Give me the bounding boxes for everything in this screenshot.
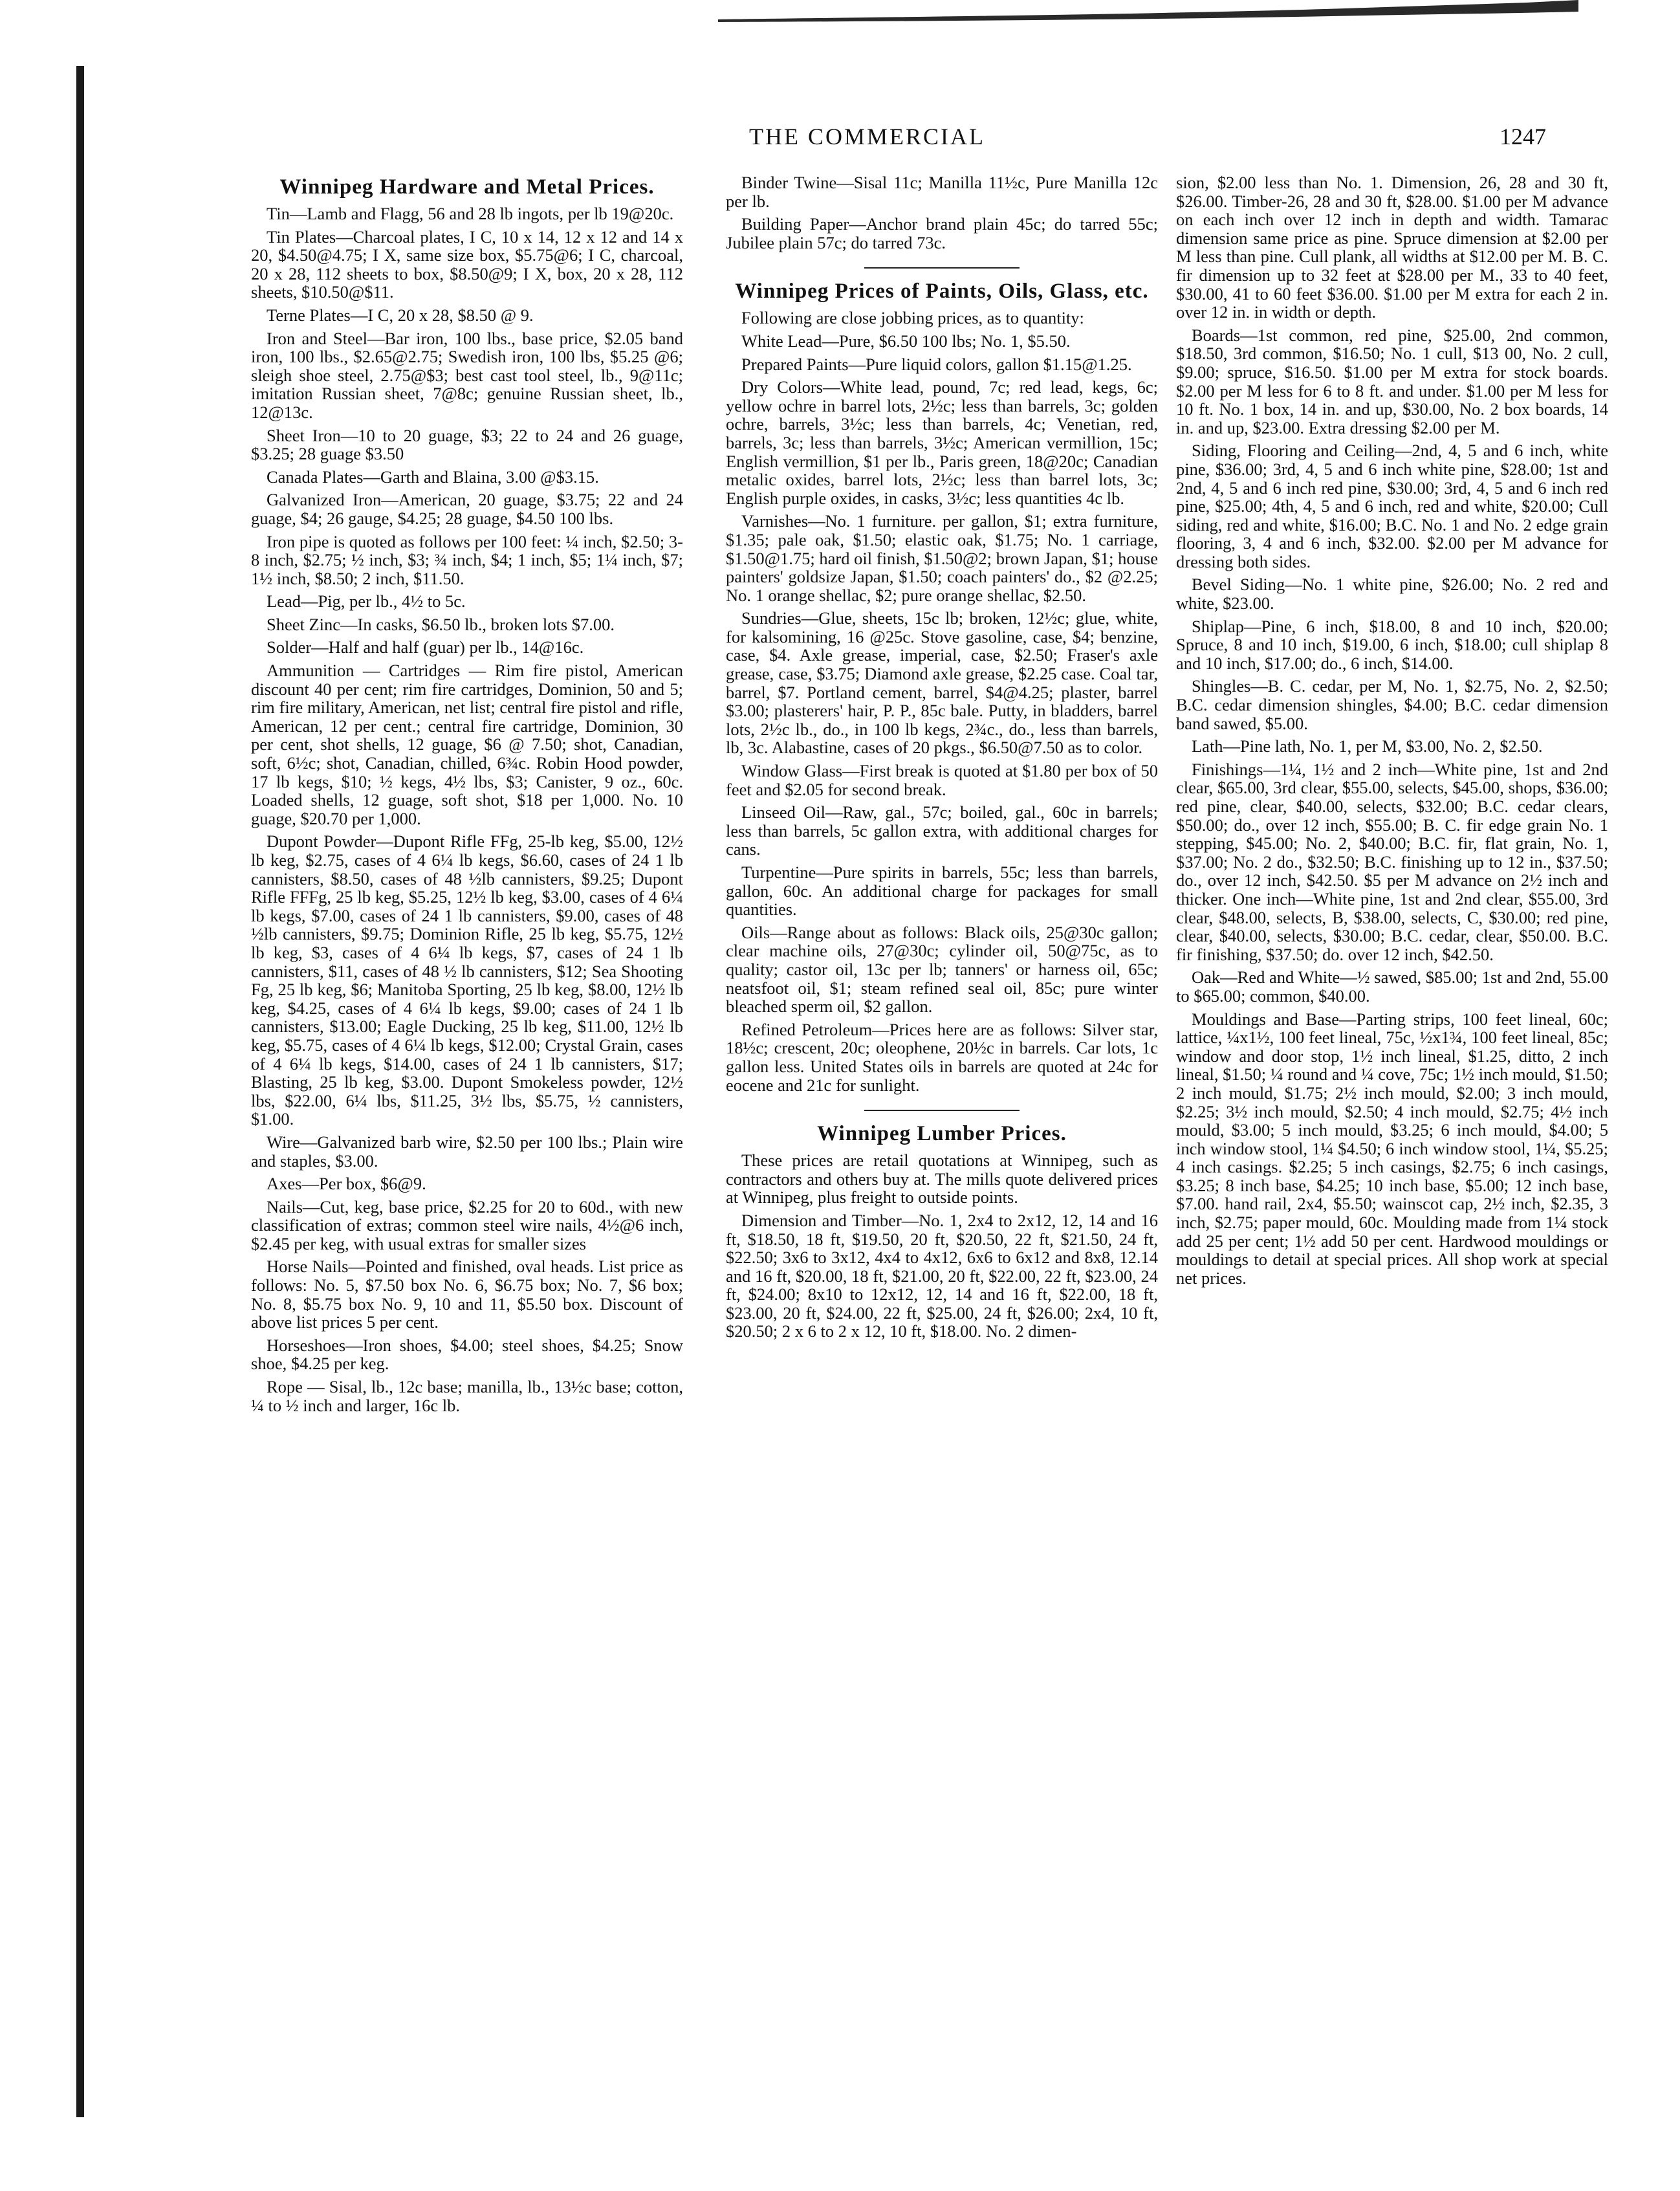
- price-paragraph: Boards—1st common, red pine, $25.00, 2nd common, $18.50, 3rd common, $16.50; No. 1 cull, $13 00, No. 2 cull, $9.00; spruce, $16.50. $1.00 per M extra for stock boards. $2.00 per M less for 6 to 8 ft. and under. $1.00 per M less for 10 ft. No. 1 box, 14 in. and up, $30.00, No. 2 box boards, 14 in. and up, $23.00. Extra dressing $2.00 per M.: [1176, 325, 1608, 437]
- price-paragraph: Terne Plates—I C, 20 x 28, $8.50 @ 9.: [267, 305, 534, 325]
- price-paragraph: Iron and Steel—Bar iron, 100 lbs., base price, $2.05 band iron, 100 lbs., $2.65@2.75; Swedish iron, 100 lbs, $5.25 @6; sleigh shoe steel, 2.75@$3; best cast tool steel, lb., 9@11c; imitation Russian sheet, 7@8c; genuine Russian sheet, lb., 12@13c.: [251, 328, 683, 422]
- price-paragraph: Refined Petroleum—Prices here are as follows: Silver star, 18½c; crescent, 20c; oleophene, 20½c in barrels. Car lots, 1c gallon less. United States oils in barrels are quoted at 24c for eocene and 21c for sunlight.: [726, 1019, 1158, 1095]
- price-paragraph: Sheet Iron—10 to 20 guage, $3; 22 to 24 and 26 guage, $3.25; 28 guage $3.50: [251, 425, 683, 464]
- price-paragraph: Galvanized Iron—American, 20 guage, $3.75; 22 and 24 guage, $4; 26 gauge, $4.25; 28 guage, $4.50 100 lbs.: [251, 490, 683, 528]
- section-heading: Winnipeg Hardware and Metal Prices.: [279, 175, 655, 199]
- price-paragraph: Shingles—B. C. cedar, per M, No. 1, $2.75, No. 2, $2.50; B.C. cedar dimension shingles, $4.00; B.C. cedar dimension band sawed, $5.00.: [1176, 676, 1608, 733]
- price-paragraph: These prices are retail quotations at Winnipeg, such as contractors and others buy at. The mills quote delivered prices at Winnipeg, plus freight to outside points.: [726, 1151, 1158, 1207]
- column-2: [726, 173, 1158, 2153]
- price-paragraph: Wire—Galvanized barb wire, $2.50 per 100 lbs.; Plain wire and staples, $3.00.: [251, 1132, 683, 1171]
- price-paragraph: Bevel Siding—No. 1 white pine, $26.00; No. 2 red and white, $23.00.: [1176, 575, 1608, 613]
- price-paragraph: Horse Nails—Pointed and finished, oval heads. List price as follows: No. 5, $7.50 box No. 6, $6.75 box; No. 7, $6 box; No. 8, $5.75 box No. 9, 10 and 11, $5.50 box. Discount of above list prices 5 per cent.: [251, 1257, 683, 1332]
- running-title: THE COMMERCIAL: [749, 124, 985, 149]
- price-paragraph: Solder—Half and half (guar) per lb., 14@16c.: [267, 637, 584, 657]
- price-paragraph: Rope — Sisal, lb., 12c base; manilla, lb., 13½c base; cotton, ¼ to ½ inch and larger, 16c lb.: [251, 1377, 683, 1415]
- price-paragraph: White Lead—Pure, $6.50 100 lbs; No. 1, $5.50.: [741, 331, 1071, 351]
- price-paragraph: Following are close jobbing prices, as to quantity:: [741, 308, 1084, 328]
- price-paragraph: Binder Twine—Sisal 11c; Manilla 11½c, Pure Manilla 12c per lb.: [726, 173, 1158, 211]
- scan-edge-bar: [76, 66, 84, 2117]
- section-heading: Winnipeg Lumber Prices.: [817, 1122, 1067, 1146]
- price-paragraph: Horseshoes—Iron shoes, $4.00; steel shoes, $4.25; Snow shoe, $4.25 per keg.: [251, 1335, 683, 1374]
- column-1: [251, 173, 683, 2153]
- price-paragraph: Sundries—Glue, sheets, 15c lb; broken, 12½c; glue, white, for kalsomining, 16 @25c. Stove gasoline, case, $4; benzine, case, $4. Axle grease, imperial, case, $2.50; Fraser's axle grease, case, $3.75; Diamond axle grease, $2.25 case. Coal tar, barrel, $7. Portland cement, barrel, $4@4.25; plaster, barrel $3.00; plasterers' hair, P. P., 85c bale. Putty, in bladders, barrel lots, 2½c lb., do., in 100 lb kegs, 2¾c., do., less than barrels, lb, 3c. Alabastine, cases of 20 pkgs., $6.50@7.50 as to color.: [726, 608, 1158, 758]
- column-3: [1176, 173, 1608, 2153]
- price-paragraph: Tin Plates—Charcoal plates, I C, 10 x 14, 12 x 12 and 14 x 20, $4.50@4.75; I X, same size box, $5.75@6; I C, charcoal, 20 x 28, 112 sheets to box, $8.50@9; I X, box, 20 x 28, 112 sheets, $10.50@$11.: [251, 226, 683, 302]
- price-paragraph: Window Glass—First break is quoted at $1.80 per box of 50 feet and $2.05 for second break.: [726, 761, 1158, 799]
- price-paragraph: Iron pipe is quoted as follows per 100 feet: ¼ inch, $2.50; 3-8 inch, $2.75; ½ inch, $3; ¾ inch, $4; 1 inch, $5; 1¼ inch, $7; 1½ inch, $8.50; 2 inch, $11.50.: [251, 531, 683, 588]
- price-paragraph: Finishings—1¼, 1½ and 2 inch—White pine, 1st and 2nd clear, $65.00, 3rd clear, $55.00, selects, $45.00, shops, $36.00; red pine, clear, $40.00, selects, $32.00; B.C. cedar clears, $50.00; do., over 12 inch, $55.00; B. C. fir edge grain No. 1 stepping, $45.00; No. 2, $40.00; B.C. fir, flat grain, No. 1, $37.00; No. 2 do., $32.50; B.C. finishing up to 12 in., $37.50; do., over 12 inch, $42.50. $5 per M advance on 2½ inch and thicker. One inch—White pine, 1st and 2nd clear, $55.00, 3rd clear, $48.00, selects, B, $38.00, selects, C, $30.00; red pine, clear, $40.00, selects, $30.00; B.C. cedar, clear, $50.00. B.C. fir finishing, $37.50; do. over 12 inch, $42.50.: [1176, 759, 1608, 964]
- price-paragraph: Dupont Powder—Dupont Rifle FFg, 25-lb keg, $5.00, 12½ lb keg, $2.75, cases of 4 6¼ lb kegs, $6.60, cases of 24 1 lb cannisters, $8.50, cases of 48 ½lb cannisters, $9.25; Dupont Rifle FFFg, 25 lb keg, $5.25, 12½ lb keg, $3.00, cases of 4 6¼ lb kegs, $7.00, cases of 24 1 lb cannisters, $9.00, cases of 48 ½lb cannisters, $9.75; Dominion Rifle, 25 lb keg, $5.75, 12½ lb keg, $3, cases of 4 6¼ lb kegs, $7, cases of 24 1 lb cannisters, $11, cases of 48 ½ lb cannisters, $12; Sea Shooting Fg, 25 lb keg, $6; Manitoba Sporting, 25 lb keg, $8.00, 12½ lb keg, $4.25, cases of 4 6¼ lb kegs, $9.00; cases of 24 1 lb cannisters, $13.00; Eagle Ducking, 25 lb keg, $11.00, 12½ lb keg, $5.75, cases of 4 6¼ lb kegs, $12.00; Crystal Grain, cases of 4 6¼ lb kegs, $14.00, cases of 24 1 lb cannisters, $17; Blasting, 25 lb keg, $3.00. Dupont Smokeless powder, 12½ lbs, $22.00, 6¼ lbs, $11.25, 3½ lbs, $5.75, ½ cannisters, $1.00.: [251, 831, 683, 1129]
- price-paragraph: Oils—Range about as follows: Black oils, 25@30c gallon; clear machine oils, 27@30c; cylinder oil, 50@75c, as to quality; castor oil, 13c per lb; tanners' or harness oil, 65c; neatsfoot oil, $1; steam refined seal oil, 85c; pure winter bleached sperm oil, $2 gallon.: [726, 922, 1158, 1017]
- price-paragraph: Canada Plates—Garth and Blaina, 3.00 @$3.15.: [267, 467, 599, 487]
- price-paragraph: Varnishes—No. 1 furniture. per gallon, $1; extra furniture, $1.35; pale oak, $1.50; elastic oak, $1.75; No. 1 carriage, $1.50@1.75; hard oil finish, $1.50@2; brown Japan, $1; house painters' goldsize Japan, $1.50; coach painters' do., $2 @2.25; No. 1 orange shellac, $2; pure orange shellac, $2.50.: [726, 511, 1158, 605]
- price-paragraph: Turpentine—Pure spirits in barrels, 55c; less than barrels, gallon, 60c. An additional charge for packages for small quantities.: [726, 863, 1158, 919]
- price-paragraph: Building Paper—Anchor brand plain 45c; do tarred 55c; Jubilee plain 57c; do tarred 73c.: [726, 214, 1158, 252]
- section-divider: [864, 1110, 1020, 1111]
- price-paragraph: Lead—Pig, per lb., 4½ to 5c.: [267, 591, 466, 611]
- page-number: 1247: [1500, 124, 1546, 149]
- price-paragraph: Axes—Per box, $6@9.: [267, 1174, 426, 1194]
- section-heading: Winnipeg Prices of Paints, Oils, Glass, etc.: [735, 280, 1149, 303]
- price-paragraph: Shiplap—Pine, 6 inch, $18.00, 8 and 10 inch, $20.00; Spruce, 8 and 10 inch, $19.00, 6 inch, $18.00; cull shiplap 8 and 10 inch, $17.00; do., 6 inch, $14.00.: [1176, 616, 1608, 673]
- price-paragraph: Oak—Red and White—½ sawed, $85.00; 1st and 2nd, 55.00 to $65.00; common, $40.00.: [1176, 967, 1608, 1006]
- price-paragraph: Dry Colors—White lead, pound, 7c; red lead, kegs, 6c; yellow ochre in barrel lots, 2½c; less than barrels, 3c; golden ochre, barrels, 3½c; less than barrels, 4c; Venetian, red, barrels, 3c; less than barrels, 3½c; American vermillion, 15c; English vermillion, $1 per lb., Paris green, 18@20c; Canadian metalic oxides, barrel lots, 2½c; less than barrel lots, 3c; English purple oxides, in casks, 3½c; less quantities 4c lb.: [726, 377, 1158, 508]
- price-paragraph: sion, $2.00 less than No. 1. Dimension, 26, 28 and 30 ft, $26.00. Timber-26, 28 and 30 ft, $28.00. $1.00 per M advance on each inch over 12 inch in depth and width. Tamarac dimension same price as pine. Spruce dimension at $2.00 per M less than pine. Cull plank, all widths at $12.00 per M. B. C. fir dimension up to 32 feet at $28.00 per M., 33 to 40 feet, $30.00, 41 to 60 feet $36.00. $1.00 per M extra for each 2 in. over 12 in. in width or depth.: [1176, 173, 1608, 322]
- price-paragraph: Dimension and Timber—No. 1, 2x4 to 2x12, 12, 14 and 16 ft, $18.50, 18 ft, $19.50, 20 ft, $20.50, 22 ft, $21.50, 24 ft, $22.50; 3x6 to 3x12, 4x4 to 4x12, 6x6 to 6x12 and 8x8, 12.14 and 16 ft, $20.00, 18 ft, $21.00, 20 ft, $22.00, 22 ft, $23.00, 24 ft, $24.00; 8x10 to 12x12, 12, 14 and 16 ft, $22.00, 18 ft, $23.00, 20 ft, $24.00, 22 ft, $25.00, 24 ft, $26.00; 2x4, 10 ft, $20.50; 2 x 6 to 2 x 12, 10 ft, $18.00. No. 2 dimen-: [726, 1210, 1158, 1341]
- price-paragraph: Prepared Paints—Pure liquid colors, gallon $1.15@1.25.: [741, 354, 1132, 374]
- section-divider: [864, 267, 1020, 269]
- price-paragraph: Sheet Zinc—In casks, $6.50 lb., broken lots $7.00.: [267, 614, 615, 634]
- price-paragraph: Mouldings and Base—Parting strips, 100 feet lineal, 60c; lattice, ¼x1½, 100 feet lineal, 75c, ½x1¾, 100 feet lineal, 85c; window and door stop, 1½ inch lineal, $1.25, ditto, 2 inch lineal, $1.50; ¼ round and ¼ cove, 75c; 1½ inch mould, $1.50; 2 inch mould, $1.75; 2½ inch mould, $2.00; 3 inch mould, $2.25; 3½ inch mould, $2.50; 4 inch mould, $2.75; 4½ inch mould, $3.00; 5 inch mould, $3.25; 6 inch mould, $4.00; 5 inch window stool, 1¼ $4.50; 6 inch window stool, 1¼, $5.25; 4 inch casings. $2.25; 5 inch casings, $2.75; 6 inch casings, $3.25; 8 inch base, $4.25; 10 inch base, $5.00; 12 inch base, $7.00. hand rail, 2x4, $5.50; wainscot cap, 2½ inch, $2.35, 3 inch, $2.75; paper mould, 60c. Moulding made from 1¼ stock add 25 per cent; 1½ add 50 per cent. Hardwood mouldings or mouldings to detail at special prices. All shop work at special net prices.: [1176, 1009, 1608, 1288]
- price-paragraph: Tin—Lamb and Flagg, 56 and 28 lb ingots, per lb 19@20c.: [267, 204, 674, 223]
- price-paragraph: Ammunition — Cartridges — Rim fire pistol, American discount 40 per cent; rim fire cartridges, Dominion, 50 and 5; rim fire military, American, net list; central fire pistol and rifle, American, 12 per cent.; central fire cartridge, Dominion, 30 per cent, shot shells, 12 guage, $6 @ 7.50; shot, Canadian, soft, 6½c; shot, Canadian, chilled, 6¾c. Robin Hood powder, 17 lb kegs, $10; ½ kegs, 4½ lbs, $3; Canister, 9 oz., 60c. Loaded shells, 12 guage, soft shot, $18 per 1,000. No. 10 guage, $20.70 per 1,000.: [251, 661, 683, 828]
- price-paragraph: Nails—Cut, keg, base price, $2.25 for 20 to 60d., with new classification of extras; common steel wire nails, 4½@6 inch, $2.45 per keg, with usual extras for smaller sizes: [251, 1196, 683, 1253]
- price-paragraph: Lath—Pine lath, No. 1, per M, $3.00, No. 2, $2.50.: [1192, 736, 1543, 756]
- price-paragraph: Siding, Flooring and Ceiling—2nd, 4, 5 and 6 inch, white pine, $36.00; 3rd, 4, 5 and 6 inch white pine, $28.00; 1st and 2nd, 4, 5 and 6 inch red pine, $30.00; 3rd, 4, 5 and 6 inch red pine, $25.00; 4th, 4, 5 and 6 inch, red and white, $20.00; Cull siding, red and white, $16.00; B.C. No. 1 and No. 2 edge grain flooring, 3, 4 and 6 inch, $32.00. $2.00 per M advance for dressing both sides.: [1176, 441, 1608, 571]
- price-paragraph: Linseed Oil—Raw, gal., 57c; boiled, gal., 60c in barrels; less than barrels, 5c gallon extra, with additional charges for cans.: [726, 802, 1158, 859]
- scan-edge-smudge: [718, 0, 1578, 22]
